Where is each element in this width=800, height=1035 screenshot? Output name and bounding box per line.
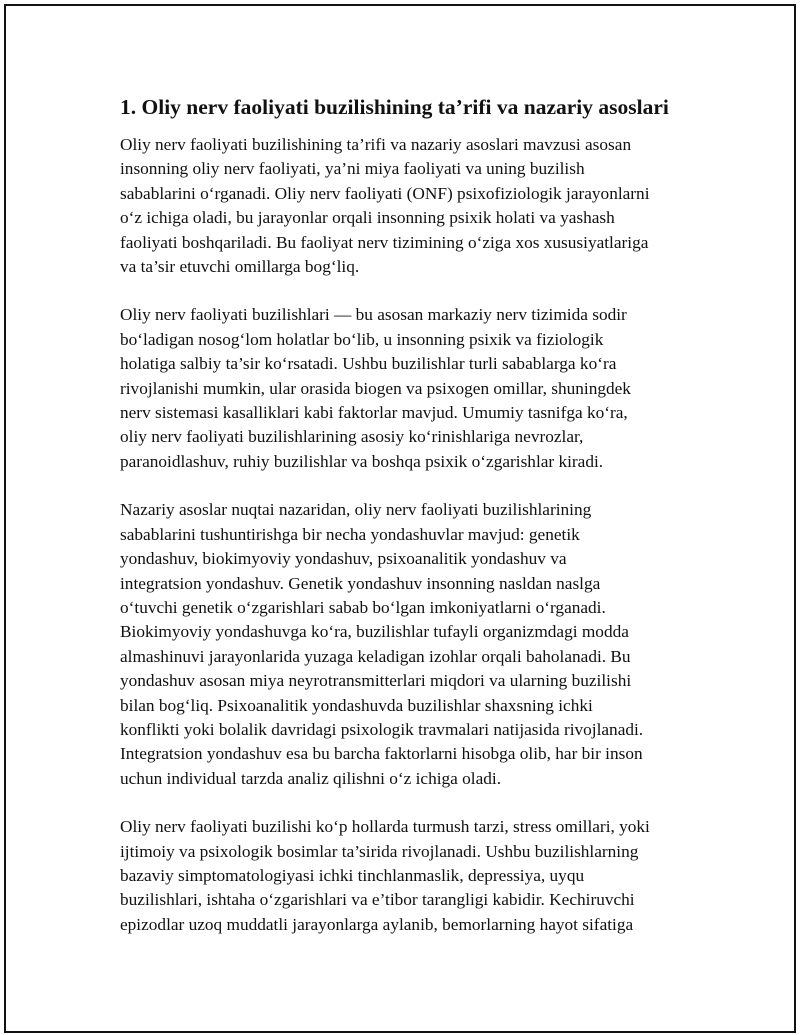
paragraph-4: [120, 815, 685, 937]
paragraph-2: [120, 303, 685, 474]
text-line: Oliy nerv faoliyati buzilishining ta’rifi va nazariy asoslari mavzusi asosan: [120, 135, 632, 154]
text-line: konflikti yoki bolalik davridagi psixologik travmalari natijasida rivojlanadi.: [120, 719, 644, 739]
text-line: insonning oliy nerv faoliyati, ya’ni miya faoliyati va uning buzilish: [120, 159, 585, 179]
text-line: bo‘ladigan nosog‘lom holatlar bo‘lib, u insonning psixik va fiziologik: [120, 329, 604, 349]
text-line: oliy nerv faoliyati buzilishlarining asosiy ko‘rinishlariga nevrozlar,: [120, 427, 584, 447]
text-line: Integratsion yondashuv esa bu barcha faktorlarni hisobga olib, har bir inson: [120, 744, 643, 764]
text-line: bilan bog‘liq. Psixoanalitik yondashuvda buzilishlar shaxsning ichki: [120, 695, 593, 715]
document-body: [120, 94, 685, 937]
text-line: o‘z ichiga oladi, bu jarayonlar orqali insonning psixik holati va yashash: [120, 208, 615, 228]
text-line: sabablarini tushuntirishga bir necha yondashuvlar mavjud: genetik: [120, 524, 580, 544]
text-line: bazaviy simptomatologiyasi ichki tinchlanmaslik, depressiya, uyqu: [120, 865, 585, 885]
text-line: almashinuvi jarayonlarida yuzaga keladigan izohlar orqali baholanadi. Bu: [120, 646, 631, 666]
text-line: holatiga salbiy ta’sir ko‘rsatadi. Ushbu buzilishlar turli sabablarga ko‘ra: [120, 354, 617, 374]
text-line: yondashuv, biokimyoviy yondashuv, psixoanalitik yondashuv va: [120, 549, 567, 569]
text-line: buzilishlari, ishtaha o‘zgarishlari va e’tibor tarangligi kabidir. Kechiruvchi: [120, 890, 635, 910]
text-line: uchun individual tarzda analiz qilishni o‘z ichiga oladi.: [120, 768, 502, 788]
text-line: ijtimoiy va psixologik bosimlar ta’sirida rivojlanadi. Ushbu buzilishlarning: [120, 841, 639, 861]
text-line: rivojlanishi mumkin, ular orasida biogen va psixogen omillar, shuningdek: [120, 378, 631, 398]
text-line: Oliy nerv faoliyati buzilishlari — bu asosan markaziy nerv tizimida sodir: [120, 305, 627, 325]
text-line: o‘tuvchi genetik o‘zgarishlari sabab bo‘lgan imkoniyatlarni o‘rganadi.: [120, 597, 606, 617]
section-heading: 1. Oliy nerv faoliyati buzilishining ta’rifi va nazariy asoslari: [120, 95, 669, 119]
text-line: nerv sistemasi kasalliklari kabi faktorlar mavjud. Umumiy tasnifga ko‘ra,: [120, 403, 628, 423]
text-line: faoliyati boshqariladi. Bu faoliyat nerv tizimining o‘ziga xos xususiyatlariga: [120, 232, 649, 252]
text-line: integratsion yondashuv. Genetik yondashuv insonning nasldan naslga: [120, 573, 601, 593]
paragraph-1: [120, 133, 685, 279]
text-line: paranoidlashuv, ruhiy buzilishlar va boshqa psixik o‘zgarishlar kiradi.: [120, 451, 604, 471]
page-frame: [4, 4, 796, 1033]
text-line: va ta’sir etuvchi omillarga bog‘liq.: [120, 257, 360, 277]
text-line: yondashuv asosan miya neyrotransmitterlari miqdori va ularning buzilishi: [120, 671, 632, 691]
text-line: Oliy nerv faoliyati buzilishi ko‘p hollarda turmush tarzi, stress omillari, yoki: [120, 817, 650, 837]
text-line: Nazariy asoslar nuqtai nazaridan, oliy nerv faoliyati buzilishlarining: [120, 500, 592, 520]
paragraph-3: [120, 498, 685, 791]
text-line: epizodlar uzoq muddatli jarayonlarga aylanib, bemorlarning hayot sifatiga: [120, 914, 634, 934]
text-line: Biokimyoviy yondashuvga ko‘ra, buzilishlar tufayli organizmdagi modda: [120, 622, 629, 642]
text-line: sabablarini o‘rganadi. Oliy nerv faoliyati (ONF) psixofiziologik jarayonlarni: [120, 183, 650, 203]
